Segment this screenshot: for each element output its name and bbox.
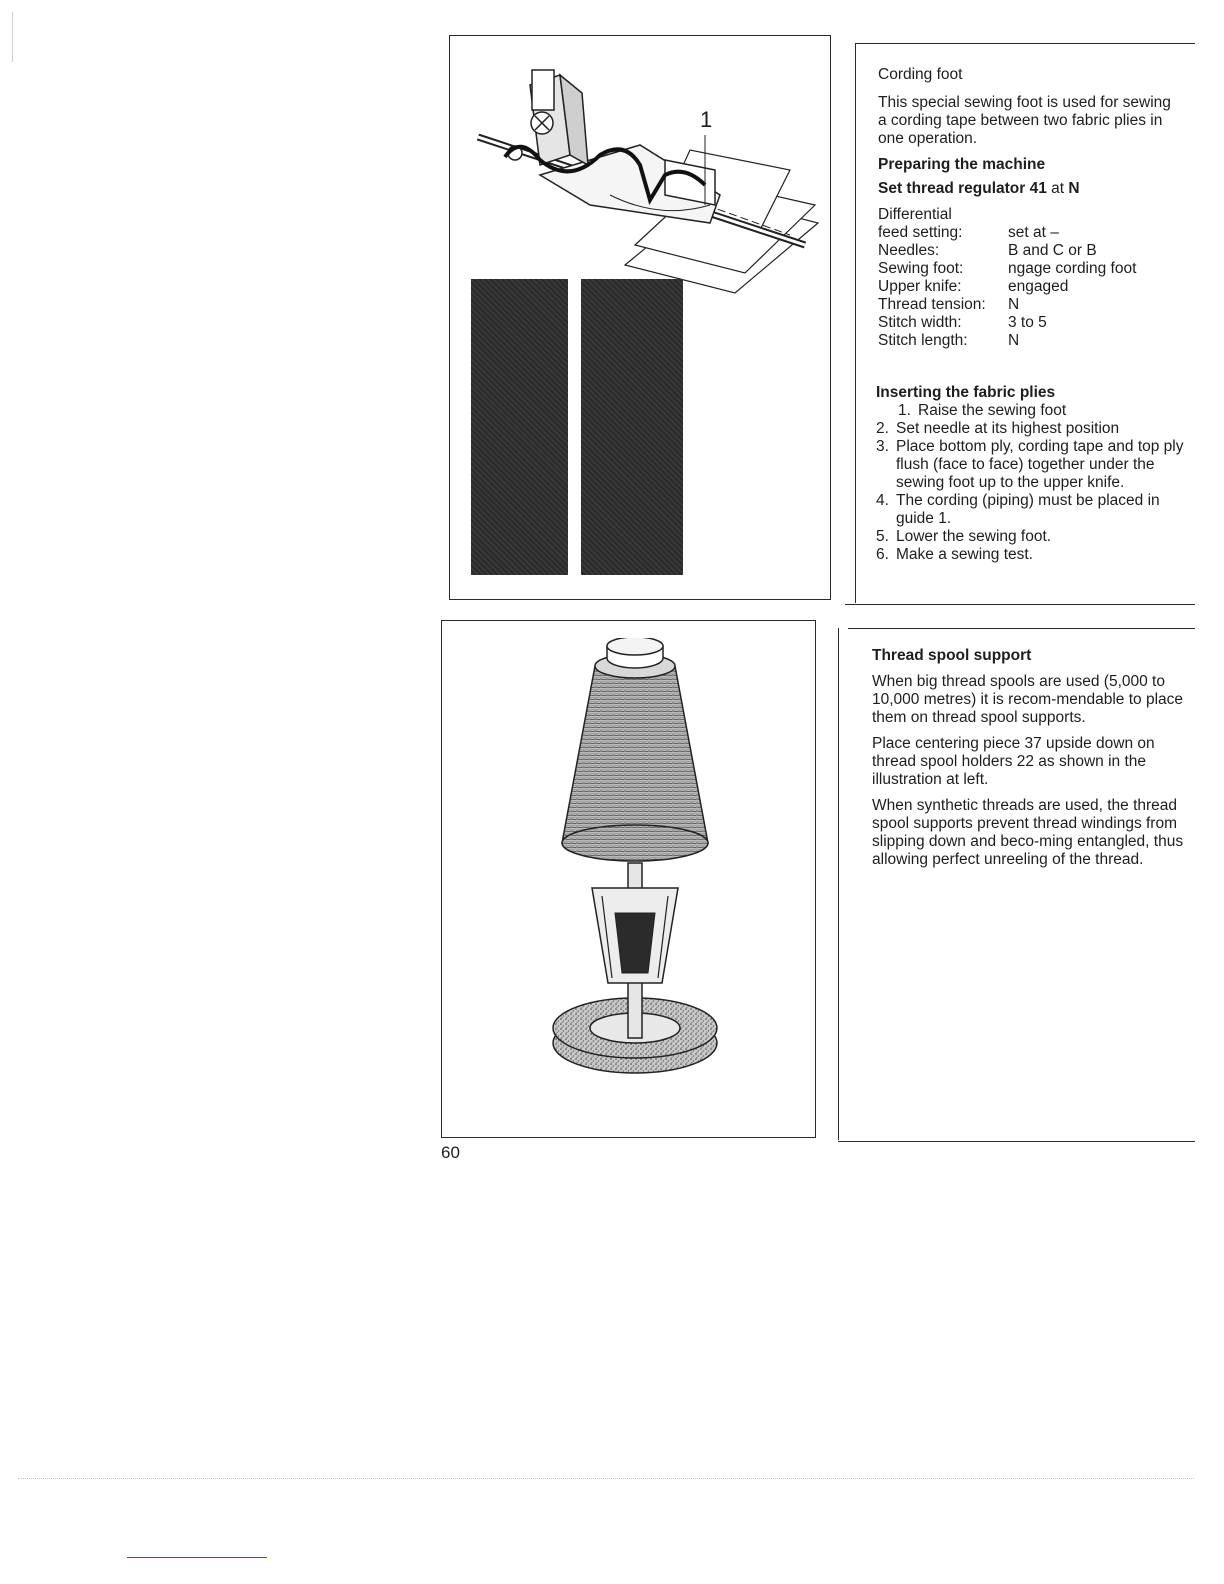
settings-row bbox=[878, 314, 1136, 332]
settings-label: Stitch length: bbox=[878, 332, 968, 349]
spool-support-text bbox=[872, 647, 1194, 877]
step-number: 6. bbox=[876, 546, 889, 563]
inserting-steps bbox=[876, 402, 1186, 564]
panel1-bottom-rule bbox=[845, 604, 1195, 605]
list-item bbox=[876, 528, 1186, 546]
settings-label: Upper knife: bbox=[878, 278, 962, 295]
settings-value: engaged bbox=[1008, 278, 1069, 295]
panel2-left-rule bbox=[838, 628, 839, 1140]
panel2-top-rule bbox=[848, 628, 1195, 629]
step-number: 1. bbox=[898, 402, 911, 419]
step-text: Make a sewing test. bbox=[896, 546, 1033, 563]
list-item bbox=[876, 492, 1186, 528]
spool-paragraph-2: Place centering piece 37 upside down on thread spool holders 22 as shown in the illustration at left. bbox=[872, 735, 1155, 788]
step-text: Set needle at its highest position bbox=[896, 420, 1120, 437]
settings-table bbox=[878, 224, 1136, 350]
thread-spool-illustration bbox=[540, 638, 730, 1088]
settings-label: feed setting: bbox=[878, 224, 963, 241]
settings-row bbox=[878, 278, 1136, 296]
settings-row bbox=[878, 224, 1136, 242]
settings-row bbox=[878, 260, 1136, 278]
footer-rule bbox=[18, 1478, 1194, 1479]
step-number: 3. bbox=[876, 438, 889, 455]
list-item bbox=[876, 402, 1186, 420]
step-text: Lower the sewing foot. bbox=[896, 528, 1052, 545]
preparing-heading: Preparing the machine bbox=[878, 156, 1046, 173]
cording-foot-illustration bbox=[460, 45, 825, 295]
settings-label: Thread tension: bbox=[878, 296, 986, 313]
settings-value: 3 to 5 bbox=[1008, 314, 1047, 331]
settings-value: B and C or B bbox=[1008, 242, 1097, 259]
regulator-heading: Set thread regulator 41 at N bbox=[878, 180, 1080, 197]
panel1-left-rule bbox=[855, 43, 856, 603]
step-text: The cording (piping) must be placed in guide 1. bbox=[896, 492, 1160, 527]
list-item bbox=[876, 438, 1186, 492]
settings-label: Sewing foot: bbox=[878, 260, 964, 277]
settings-row bbox=[878, 296, 1136, 314]
settings-value: N bbox=[1008, 332, 1020, 349]
panel2-bottom-rule bbox=[838, 1141, 1195, 1142]
footer-link-line bbox=[127, 1557, 267, 1558]
panel1-top-rule bbox=[855, 43, 1195, 44]
settings-value: N bbox=[1008, 296, 1020, 313]
spool-support-heading: Thread spool support bbox=[872, 647, 1032, 664]
cording-foot-title: Cording foot bbox=[878, 66, 963, 83]
spool-paragraph-3: When synthetic threads are used, the thread spool supports prevent thread windings from slipping down and beco-ming entangled, thus allowing perfect unreeling of the thread. bbox=[872, 797, 1184, 868]
fabric-sample-right bbox=[581, 279, 683, 575]
step-number: 2. bbox=[876, 420, 889, 437]
settings-value: ngage cording foot bbox=[1008, 260, 1137, 277]
guide-callout-label: 1 bbox=[700, 107, 713, 132]
inserting-section bbox=[876, 384, 1186, 564]
cording-foot-intro: This special sewing foot is used for sewing a cording tape between two fabric plies in one operation. bbox=[878, 94, 1171, 147]
list-item bbox=[876, 546, 1186, 564]
cording-foot-text bbox=[878, 66, 1178, 350]
inserting-heading: Inserting the fabric plies bbox=[876, 384, 1056, 401]
settings-label: Needles: bbox=[878, 242, 940, 259]
settings-row bbox=[878, 242, 1136, 260]
step-text: Place bottom ply, cording tape and top ply flush (face to face) together under the sewing foot up to the upper knife. bbox=[896, 438, 1184, 491]
settings-row bbox=[878, 332, 1136, 350]
spool-paragraph-1: When big thread spools are used (5,000 to 10,000 metres) it is recom-mendable to place them on thread spool supports. bbox=[872, 673, 1184, 726]
settings-value: set at – bbox=[1008, 224, 1059, 241]
step-number: 5. bbox=[876, 528, 889, 545]
settings-title: Differential bbox=[878, 206, 952, 223]
step-number: 4. bbox=[876, 492, 889, 509]
settings-label: Stitch width: bbox=[878, 314, 962, 331]
fabric-sample-left bbox=[471, 279, 568, 575]
step-text: Raise the sewing foot bbox=[918, 402, 1067, 419]
scan-edge-mark bbox=[12, 12, 13, 62]
page-number: 60 bbox=[441, 1143, 460, 1162]
list-item bbox=[876, 420, 1186, 438]
